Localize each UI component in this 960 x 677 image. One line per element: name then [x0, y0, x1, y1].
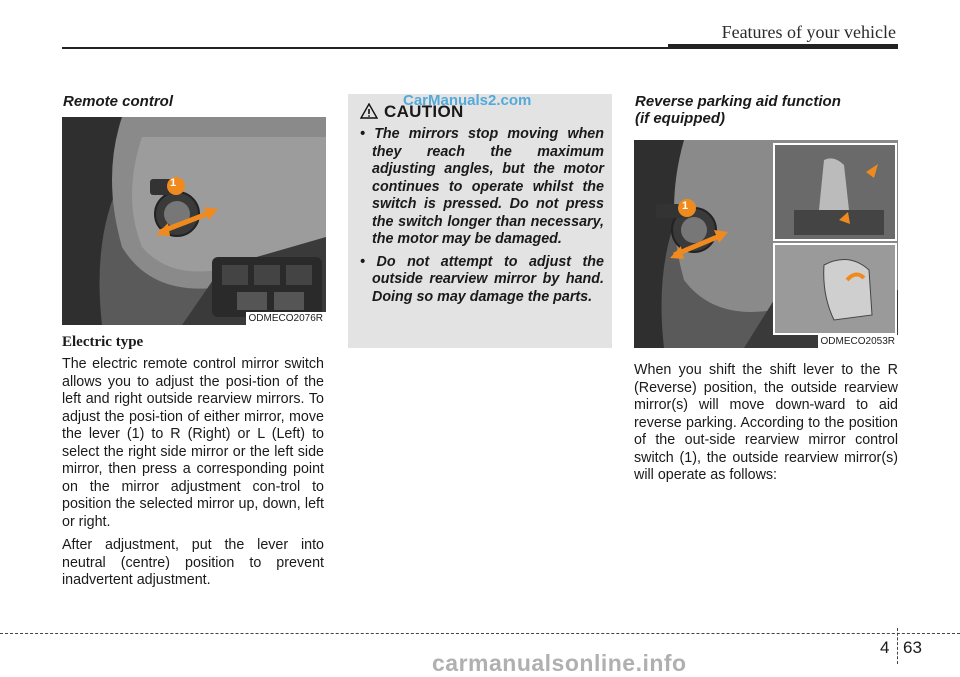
- page-number-separator: [897, 628, 898, 664]
- right-image-code: ODMECO2053R: [818, 335, 898, 348]
- page-number: 63: [903, 638, 922, 657]
- left-paragraph-2: After adjustment, put the lever into neutral (centre) position to prevent inadvertent adjustment.: [62, 537, 324, 588]
- electric-type-heading: Electric type: [62, 334, 144, 350]
- carmanuals-watermark[interactable]: CarManuals2.com: [403, 92, 532, 109]
- left-image-code: ODMECO2076R: [246, 312, 326, 325]
- caution-list: [354, 126, 604, 311]
- left-body: [62, 356, 324, 596]
- caution-item: • Do not attempt to adjust the outside rearview mirror by hand. Doing so may damage the parts.: [360, 253, 604, 305]
- remote-control-heading: Remote control: [63, 93, 174, 110]
- callout-number-1: 1: [682, 200, 689, 212]
- mirror-switch-photo: [62, 117, 326, 325]
- caution-title: CAUTION: [384, 102, 464, 121]
- left-paragraph-1: The electric remote control mirror switch allows you to adjust the posi-tion of the left and right outside rearview mirrors. To adjust the posi-tion of either mirror, move the lever (1) to R (Right) or L (Left) to select the right side mirror or the left side mirror, then press a corresponding point on the mirror adjustment con-trol to position the selected mirror up, down, left or right.: [62, 356, 324, 530]
- reverse-aid-photo: [634, 140, 898, 348]
- footer-watermark[interactable]: carmanualsonline.info: [432, 650, 687, 676]
- callout-number-1: 1: [170, 177, 177, 189]
- caution-item: • The mirrors stop moving when they reach the maximum adjusting angles, but the motor continues to operate whilst the switch is pressed. Do not press the switch longer than necessary, the motor may be damaged.: [360, 126, 604, 247]
- header-rule-accent: [668, 44, 898, 49]
- right-body: When you shift the shift lever to the R (Reverse) position, the outside rearview mirror(s) will move down-ward to aid reverse parking. According to the position of the out-side rearview mirror control switch (1), the outside rearview mirror(s) will operate as follows:: [634, 362, 898, 483]
- section-title: Features of your vehicle: [721, 22, 896, 42]
- warning-triangle-icon: [360, 103, 378, 119]
- caution-box: [348, 94, 612, 348]
- chapter-number: 4: [880, 638, 890, 657]
- reverse-parking-heading: Reverse parking aid function (if equipped): [635, 93, 841, 127]
- footer-rule: [0, 633, 960, 634]
